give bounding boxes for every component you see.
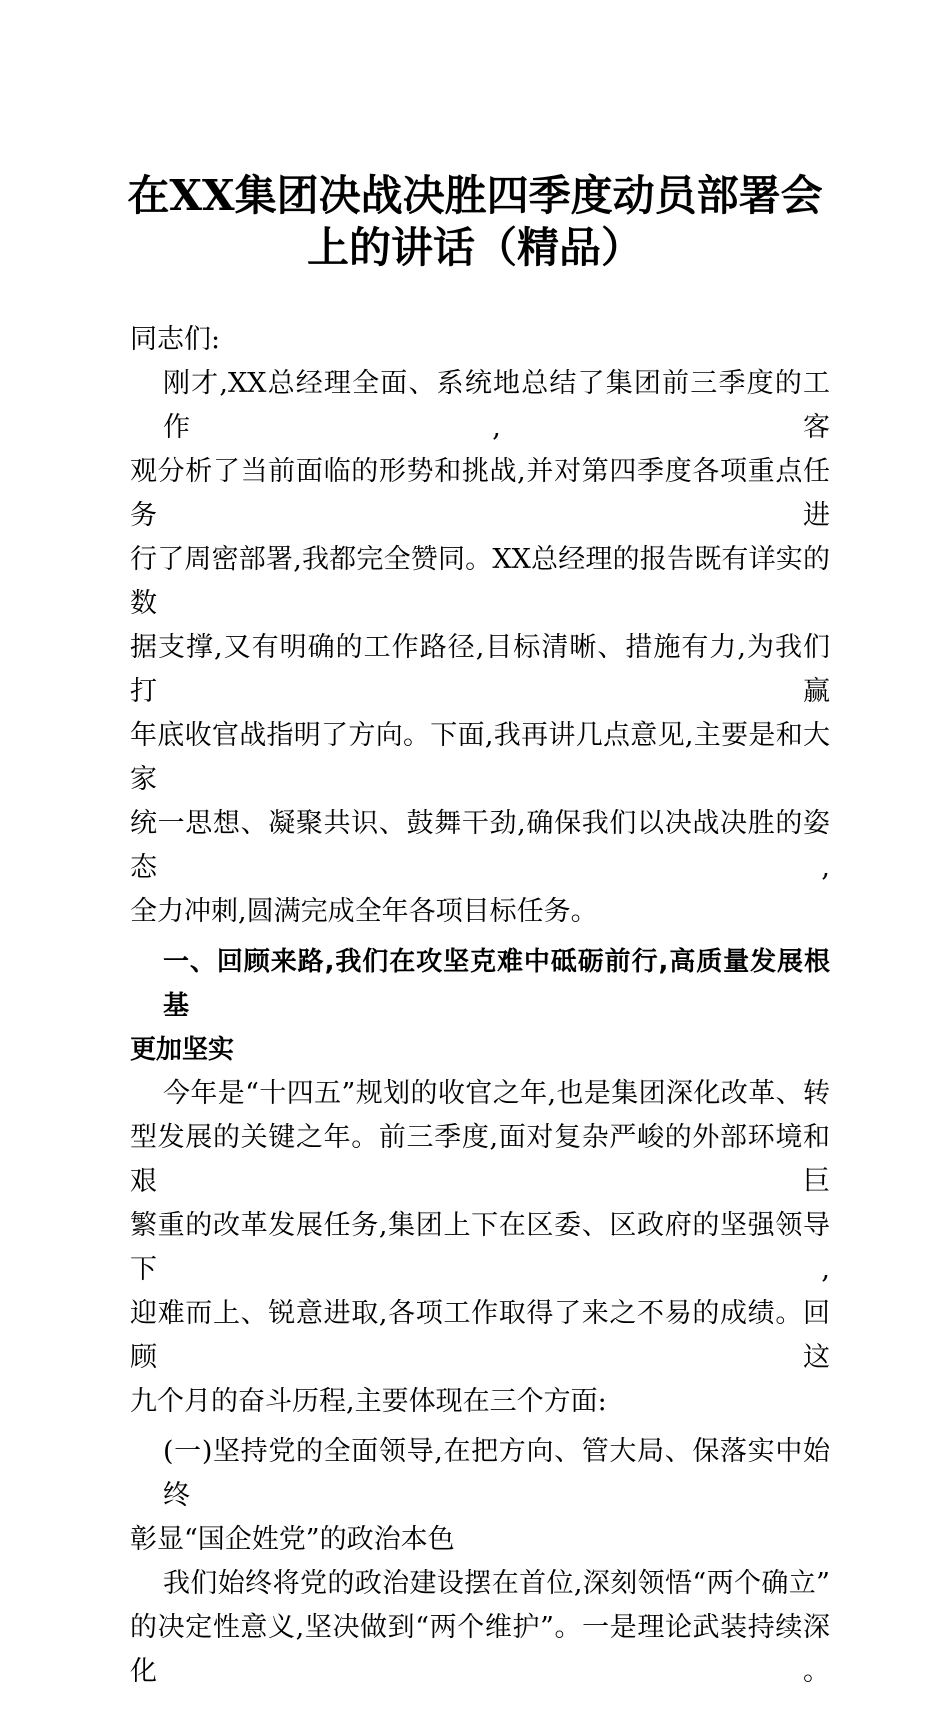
text-line: 统一思想、凝聚共识、鼓舞干劲,确保我们以决战决胜的姿态, xyxy=(130,808,830,883)
section-heading xyxy=(130,940,830,1072)
text-line: 刚才,XX总经理全面、系统地总结了集团前三季度的工作,客 xyxy=(163,368,830,443)
document-body xyxy=(130,318,830,1694)
heading-line: 更加坚实 xyxy=(130,1035,235,1065)
heading-line: 彰显“国企姓党”的政治本色 xyxy=(130,1524,455,1555)
text-line: 今年是“十四五”规划的收官之年,也是集团深化改革、转 xyxy=(163,1078,830,1109)
text-line: 全力冲刺,圆满完成全年各项目标任务。 xyxy=(130,896,598,927)
sub-heading xyxy=(130,1430,830,1562)
paragraph-intro xyxy=(130,362,830,934)
text-line: 据支撑,又有明确的工作路径,目标清晰、措施有力,为我们打赢 xyxy=(130,632,830,707)
text-line: 行了周密部署,我都完全赞同。XX总经理的报告既有详实的数 xyxy=(130,544,830,619)
paragraph-party xyxy=(130,1562,830,1694)
text-line: 繁重的改革发展任务,集团上下在区委、区政府的坚强领导下, xyxy=(130,1210,830,1285)
text-line: 型发展的关键之年。前三季度,面对复杂严峻的外部环境和艰巨 xyxy=(130,1122,830,1197)
text-line: 九个月的奋斗历程,主要体现在三个方面: xyxy=(130,1386,607,1417)
text-line: 年底收官战指明了方向。下面,我再讲几点意见,主要是和大家 xyxy=(130,720,830,795)
document-title xyxy=(100,170,850,274)
title-line: 在XX集团决战决胜四季度动员部署会 xyxy=(127,171,823,220)
paragraph-review xyxy=(130,1072,830,1424)
title-line: 上的讲话（精品） xyxy=(306,223,643,272)
heading-line: 一、回顾来路,我们在攻坚克难中砥砺前行,高质量发展根基 xyxy=(163,947,830,1021)
heading-line: (一)坚持党的全面领导,在把方向、管大局、保落实中始终 xyxy=(163,1436,830,1511)
text-line: 我们始终将党的政治建设摆在首位,深刻领悟“两个确立” xyxy=(163,1568,830,1599)
salutation: 同志们: xyxy=(130,324,221,355)
text-line: 观分析了当前面临的形势和挑战,并对第四季度各项重点任务进 xyxy=(130,456,830,531)
text-line: 的决定性意义,坚决做到“两个维护”。一是理论武装持续深化。 xyxy=(130,1612,830,1687)
text-line: 迎难而上、锐意进取,各项工作取得了来之不易的成绩。回顾这 xyxy=(130,1298,830,1373)
